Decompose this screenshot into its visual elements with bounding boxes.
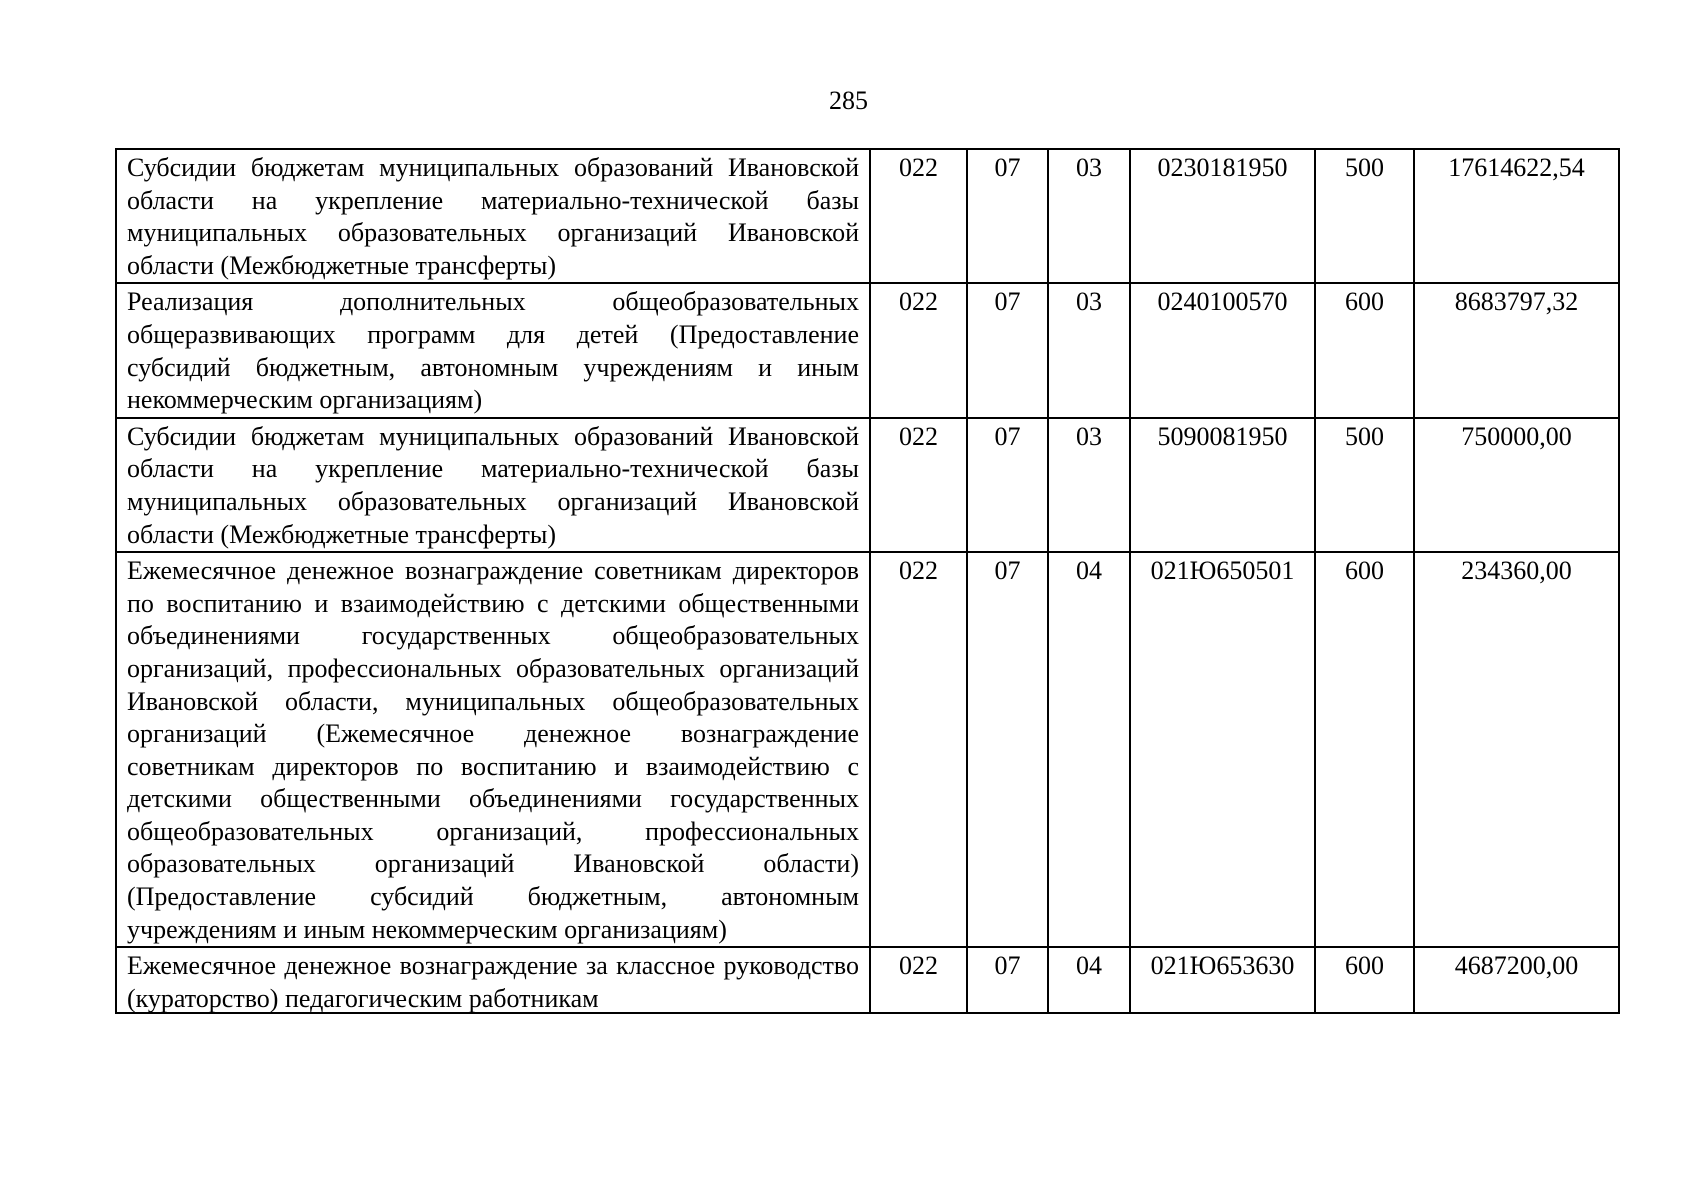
subsection-code: 03	[1048, 149, 1130, 283]
table-row	[116, 552, 1619, 947]
section-code: 07	[967, 418, 1048, 552]
ministry-code: 022	[870, 418, 967, 552]
expense-type-code: 500	[1315, 149, 1414, 283]
amount: 8683797,32	[1414, 283, 1619, 417]
row-description: Субсидии бюджетам муниципальных образований Ивановской области на укрепление материально-технической базы муниципальных образовательных организаций Ивановской области (Межбюджетные трансферты)	[116, 418, 870, 552]
section-code: 07	[967, 552, 1048, 947]
amount: 17614622,54	[1414, 149, 1619, 283]
budget-table	[115, 148, 1620, 1014]
target-article-code: 0240100570	[1130, 283, 1315, 417]
section-code: 07	[967, 947, 1048, 1013]
ministry-code: 022	[870, 149, 967, 283]
row-description: Субсидии бюджетам муниципальных образований Ивановской области на укрепление материально-технической базы муниципальных образовательных организаций Ивановской области (Межбюджетные трансферты)	[116, 149, 870, 283]
table-row	[116, 149, 1619, 283]
row-description: Реализация дополнительных общеобразовательных общеразвивающих программ для детей (Предоставление субсидий бюджетным, автономным учреждениям и иным некоммерческим организациям)	[116, 283, 870, 417]
target-article-code: 021Ю650501	[1130, 552, 1315, 947]
table-row	[116, 283, 1619, 417]
subsection-code: 04	[1048, 552, 1130, 947]
amount: 750000,00	[1414, 418, 1619, 552]
expense-type-code: 500	[1315, 418, 1414, 552]
amount: 4687200,00	[1414, 947, 1619, 1013]
section-code: 07	[967, 149, 1048, 283]
target-article-code: 0230181950	[1130, 149, 1315, 283]
table-row	[116, 418, 1619, 552]
row-description-cell	[116, 947, 870, 1013]
ministry-code: 022	[870, 552, 967, 947]
page-number: 285	[829, 86, 868, 115]
table-row	[116, 947, 1619, 1013]
target-article-code: 5090081950	[1130, 418, 1315, 552]
expense-type-code: 600	[1315, 283, 1414, 417]
subsection-code: 03	[1048, 418, 1130, 552]
ministry-code: 022	[870, 947, 967, 1013]
expense-type-code: 600	[1315, 552, 1414, 947]
amount: 234360,00	[1414, 552, 1619, 947]
subsection-code: 04	[1048, 947, 1130, 1013]
expense-type-code: 600	[1315, 947, 1414, 1013]
ministry-code: 022	[870, 283, 967, 417]
target-article-code: 021Ю653630	[1130, 947, 1315, 1013]
section-code: 07	[967, 283, 1048, 417]
row-description: Ежемесячное денежное вознаграждение советникам директоров по воспитанию и взаимодействию с детскими общественными объединениями государственных общеобразовательных организаций, профессиональных образовательных организаций Ивановской области, муниципальных общеобразовательных организаций (Ежемесячное денежное вознаграждение советникам директоров по воспитанию и взаимодействию с детскими общественными объединениями государственных общеобразовательных организаций, профессиональных образовательных организаций Ивановской области) (Предоставление субсидий бюджетным, автономным учреждениям и иным некоммерческим организациям)	[116, 552, 870, 947]
row-description: Ежемесячное денежное вознаграждение за классное руководство (кураторство) педагогическим работникам	[127, 951, 859, 1013]
subsection-code: 03	[1048, 283, 1130, 417]
